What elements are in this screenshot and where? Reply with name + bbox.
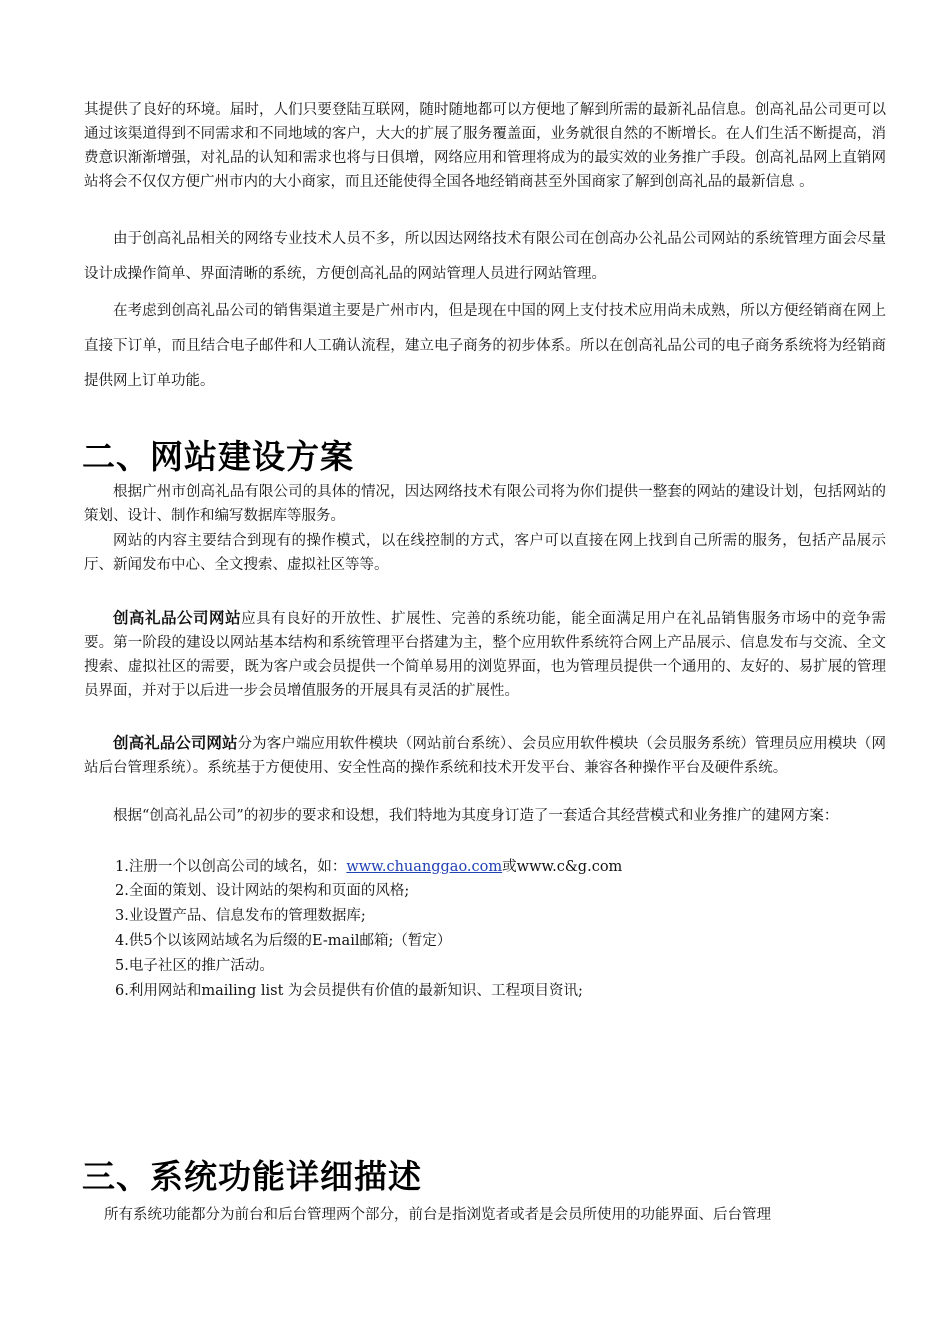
section2-heading: 二、网站建设方案 xyxy=(82,437,354,476)
paragraph-channel: 在考虑到创高礼品公司的销售渠道主要是广州市内，但是现在中国的网上支付技术应用尚未成熟，所以方便经销商在网上直接下订单，而且结合电子邮件和人工确认流程，建立电子商务的初步体系。所以在创高礼品公司的电子商务系统将为经销商提供网上订单功能。 xyxy=(84,303,886,389)
list-item-4: 4.供5个以该网站域名为后缀的E-mail邮箱;（暂定） xyxy=(115,933,452,949)
list-item-1-prefix: 1.注册一个以创高公司的域名，如： xyxy=(115,859,347,875)
paragraph-4-text: 分为客户端应用软件模块（网站前台系统）、会员应用软件模块（会员服务系统）管理员应用模块（网站后台管理系统）。系统基于方便使用、安全性高的操作系统和技术开发平台、兼容各种操作平台及硬件系统。 xyxy=(84,736,886,776)
section2-paragraph-5: 根据“创高礼品公司”的初步的要求和设想，我们特地为其度身订造了一套适合其经营模式和业务推广的建网方案： xyxy=(113,808,839,824)
paragraph-3-text: 应具有良好的开放性、扩展性、完善的系统功能，能全面满足用户在礼品销售服务市场中的竞争需要。第一阶段的建设以网站基本结构和系统管理平台搭建为主，整个应用软件系统符合网上产品展示、信息发布与交流、全文搜索、虚拟社区的需要，既为客户或会员提供一个简单易用的浏览界面，也为管理员提供一个通用的、友好的、易扩展的管理员界面，并对于以后进一步会员增值服务的开展具有灵活的扩展性。 xyxy=(84,611,886,699)
list-item-1 xyxy=(115,855,622,879)
section3-heading: 三、系统功能详细描述 xyxy=(82,1157,422,1196)
section2-paragraph-3 xyxy=(84,606,886,703)
paragraph-staff: 由于创高礼品相关的网络专业技术人员不多，所以因达网络技术有限公司在创高办公礼品公司网站的系统管理方面会尽量设计成操作简单、界面清晰的系统，方便创高礼品的网站管理人员进行网站管理。 xyxy=(84,231,886,282)
list-item-1-suffix: 或www.c&g.com xyxy=(502,859,623,875)
company-site-name: 创高礼品公司网站 xyxy=(113,609,242,627)
list-item-2: 2.全面的策划、设计网站的架构和页面的风格; xyxy=(115,883,410,899)
section2-paragraph-2: 网站的内容主要结合到现有的操作模式，以在线控制的方式，客户可以直接在网上找到自己所需的服务，包括产品展示厅、新闻发布中心、全文搜索、虚拟社区等等。 xyxy=(84,533,886,573)
list-item-5: 5.电子社区的推广活动。 xyxy=(115,958,274,974)
company-site-name-2: 创高礼品公司网站 xyxy=(113,734,238,752)
list-item-6: 6.利用网站和mailing list 为会员提供有价值的最新知识、工程项目资讯; xyxy=(115,983,583,999)
section2-paragraph-4 xyxy=(84,731,886,780)
list-item-3: 3.业设置产品、信息发布的管理数据库; xyxy=(115,908,366,924)
section3-paragraph-1: 所有系统功能都分为前台和后台管理两个部分，前台是指浏览者或者是会员所使用的功能界面、后台管理 xyxy=(104,1207,771,1223)
section2-paragraph-1: 根据广州市创高礼品有限公司的具体的情况，因达网络技术有限公司将为你们提供一整套的网站的建设计划，包括网站的策划、设计、制作和编写数据库等服务。 xyxy=(84,484,886,524)
domain-link[interactable]: www.chuanggao.com xyxy=(346,859,503,875)
intro-paragraph: 其提供了良好的环境。届时，人们只要登陆互联网，随时随地都可以方便地了解到所需的最新礼品信息。创高礼品公司更可以通过该渠道得到不同需求和不同地域的客户，大大的扩展了服务覆盖面，业务就很自然的不断增长。在人们生活不断提高，消费意识渐渐增强，对礼品的认知和需求也将与日俱增，网络应用和管理将成为的最实效的业务推广手段。创高礼品网上直销网站将会不仅仅方便广州市内的大小商家，而且还能使得全国各地经销商甚至外国商家了解到创高礼品的最新信息 。 xyxy=(84,102,886,190)
